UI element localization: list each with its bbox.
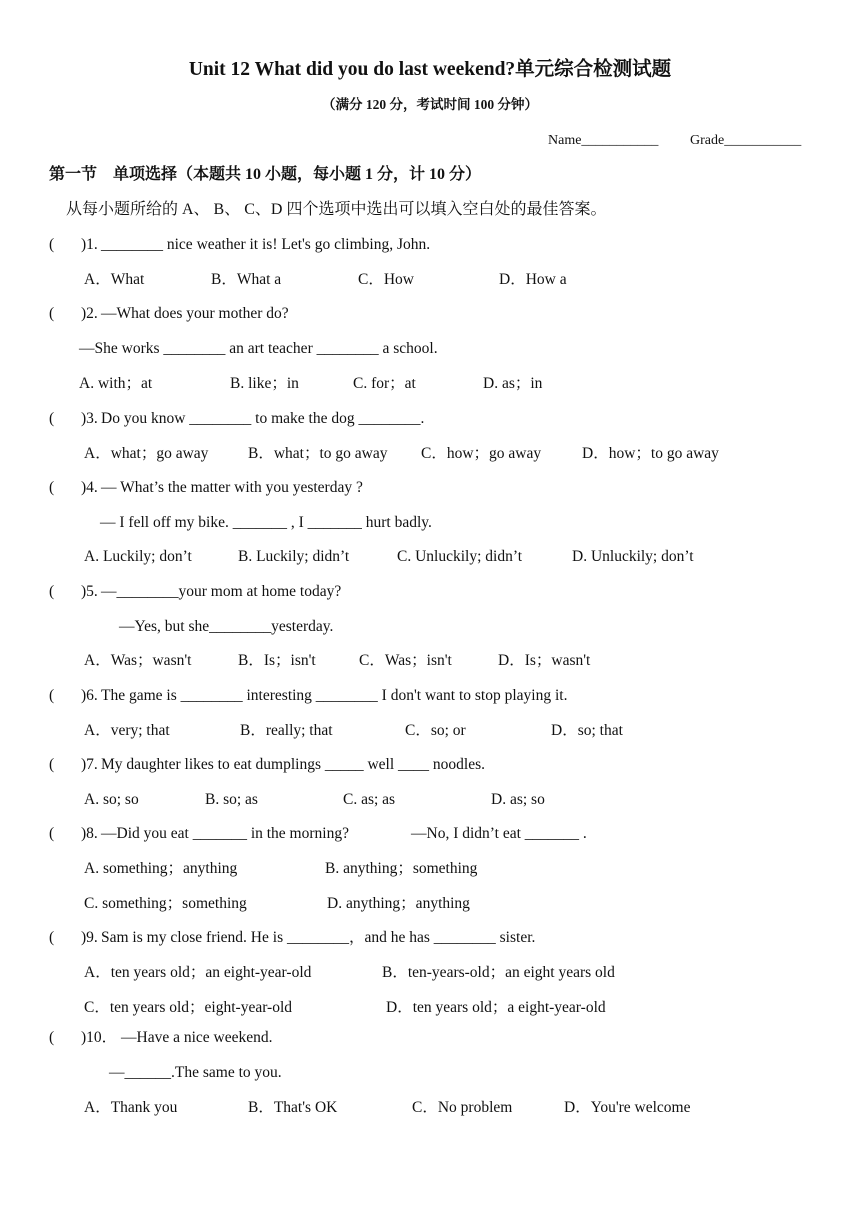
answer-bracket: ( [49,479,55,496]
section-heading: 第一节 单项选择（本题共 10 小题，每小题 1 分，计 10 分） [49,166,482,183]
option-b: B. so; as [205,791,258,808]
option-c: C. for；at [353,375,416,392]
option-b: B. like；in [230,375,299,392]
question-stem-line2: —Yes, but she________yesterday. [119,618,334,635]
question-stem: Sam is my close friend. He is ________，and he has ________ sister. [101,929,536,946]
option-c: C. something；something [84,895,247,912]
question-stem-line2: —She works ________ an art teacher ________ a school. [79,340,438,357]
question-stem: The game is ________ interesting ________ I don't want to stop playing it. [101,687,568,704]
document-subtitle: （满分 120 分，考试时间 100 分钟） [322,97,538,112]
option-a: A. Luckily; don’t [84,548,192,565]
answer-bracket: ( [49,583,55,600]
option-b: B．ten-years-old；an eight years old [382,964,615,981]
document-title: Unit 12 What did you do last weekend?单元综合检测试题 [188,59,672,80]
option-b: B．That's OK [248,1099,338,1116]
question-stem: Do you know ________ to make the dog ________. [101,410,425,427]
option-b: B．Is；isn't [238,652,316,669]
answer-bracket: ( [49,825,55,842]
question-stem: —Have a nice weekend. [121,1029,273,1046]
option-c: C．so; or [405,722,466,739]
option-a: A. something；anything [84,860,238,877]
option-c: C．No problem [412,1099,513,1116]
question-number: )2. [81,305,98,322]
question-number: )8. [81,825,98,842]
option-a: A. with；at [79,375,153,392]
option-b: B．What a [211,271,282,288]
answer-bracket: ( [49,756,55,773]
answer-bracket: ( [49,236,55,253]
option-a: A. so; so [84,791,139,808]
option-d: D. as；in [483,375,543,392]
section-instruction: 从每小题所给的 A、 B、 C、D 四个选项中选出可以填入空白处的最佳答案。 [66,201,607,218]
question-stem: —Did you eat _______ in the morning? [101,825,349,842]
option-b: B．what；to go away [248,445,388,462]
question-number: )7. [81,756,98,773]
option-d: D．how；to go away [582,445,719,462]
option-c: C．ten years old；eight-year-old [84,999,293,1016]
answer-bracket: ( [49,410,55,427]
option-d: D. as; so [491,791,545,808]
option-d: D．so; that [551,722,623,739]
option-d: D. Unluckily; don’t [572,548,694,565]
question-stem-line2: — I fell off my bike. _______ , I _______ hurt badly. [100,514,432,531]
option-b: B. anything；something [325,860,478,877]
question-stem: —________your mom at home today? [101,583,342,600]
option-d: D．You're welcome [564,1099,691,1116]
option-a: A．what；go away [84,445,209,462]
question-stem-line2: —______.The same to you. [109,1064,282,1081]
question-number: )4. [81,479,98,496]
answer-bracket: ( [49,929,55,946]
question-number: )6. [81,687,98,704]
option-a: A．Was；wasn't [84,652,192,669]
option-c: C. as; as [343,791,396,808]
option-a: A．Thank you [84,1099,178,1116]
option-a: A．very; that [84,722,170,739]
question-number: )10． [81,1029,118,1046]
option-c: C．How [358,271,414,288]
option-c: C. Unluckily; didn’t [397,548,523,565]
option-b: B. Luckily; didn’t [238,548,350,565]
question-stem: —What does your mother do? [101,305,289,322]
question-number: )1. [81,236,98,253]
option-b: B．really; that [240,722,333,739]
option-c: C．Was；isn't [359,652,452,669]
option-a: A．What [84,271,145,288]
answer-bracket: ( [49,1029,55,1046]
question-number: )9. [81,929,98,946]
question-number: )5. [81,583,98,600]
answer-bracket: ( [49,687,55,704]
question-stem-reply: —No, I didn’t eat _______ . [411,825,587,842]
option-d: D. anything；anything [327,895,470,912]
answer-bracket: ( [49,305,55,322]
question-number: )3. [81,410,98,427]
option-c: C．how；go away [421,445,542,462]
question-stem: — What’s the matter with you yesterday ? [101,479,363,496]
option-d: D．ten years old；a eight-year-old [386,999,606,1016]
grade-field-label: Grade___________ [690,133,802,148]
option-d: D．Is；wasn't [498,652,591,669]
option-a: A．ten years old；an eight-year-old [84,964,312,981]
name-field-label: Name___________ [548,133,659,148]
question-stem: ________ nice weather it is! Let's go climbing, John. [101,236,431,253]
question-stem: My daughter likes to eat dumplings _____ well ____ noodles. [101,756,486,773]
option-d: D．How a [499,271,567,288]
